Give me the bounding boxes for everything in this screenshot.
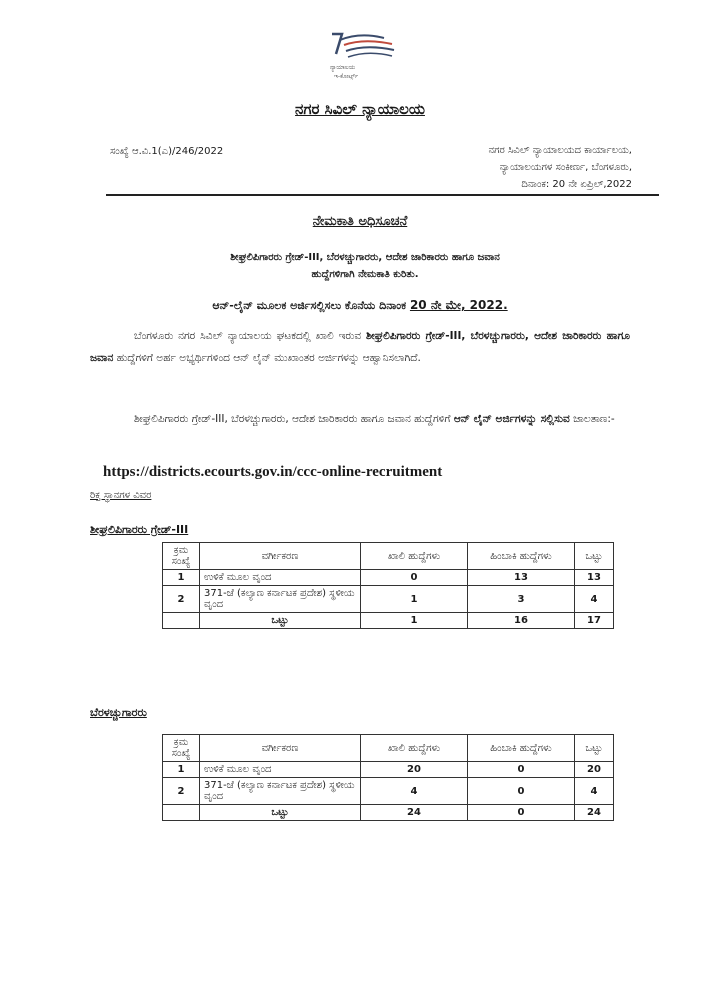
cell-total: 4 (575, 778, 614, 805)
cell-total-vacant: 1 (361, 613, 468, 629)
table-header-row (163, 735, 614, 762)
para-text: ಬೆಂಗಳೂರು ನಗರ ಸಿವಿಲ್ ನ್ಯಾಯಾಲಯ ಘಟಕದಲ್ಲಿ ಖಾಲಿ ಇರುವ (134, 330, 362, 342)
office-address (489, 142, 632, 193)
cell-category: 371-ಜೆ (ಕಲ್ಯಾಣ ಕರ್ನಾಟಕ ಪ್ರದೇಶ) ಸ್ಥಳೀಯ ವೃಂದ (200, 586, 361, 613)
cell-grand-total: 24 (575, 805, 614, 821)
cell-total-label: ಒಟ್ಟು (200, 805, 361, 821)
deadline-text: ಆನ್-ಲೈನ್ ಮೂಲಕ ಅರ್ಜಿಸಲ್ಲಿಸಲು ಕೊನೆಯ ದಿನಾಂಕ (212, 299, 407, 312)
emblem-icon (326, 30, 398, 64)
table-row (163, 586, 614, 613)
notification-title: ನೇಮಕಾತಿ ಅಧಿಸೂಚನೆ (312, 214, 408, 229)
cell-total-label: ಒಟ್ಟು (200, 613, 361, 629)
col-header-backlog: ಹಿಂಬಾಕಿ ಹುದ್ದೆಗಳು (468, 735, 575, 762)
table-total-row (163, 613, 614, 629)
deadline-date: 20 ನೇ ಮೇ, 2022. (409, 298, 508, 312)
col-header-sl: ಕ್ರಮ ಸಂಖ್ಯೆ (163, 543, 200, 570)
cell-sl: 1 (163, 570, 200, 586)
col-header-vacant: ಖಾಲಿ ಹುದ್ದೆಗಳು (361, 735, 468, 762)
cell-backlog: 0 (468, 762, 575, 778)
cell-total: 4 (575, 586, 614, 613)
cell-sl: 2 (163, 778, 200, 805)
section-title-stenographer: ಶೀಘ್ರಲಿಪಿಗಾರರು ಗ್ರೇಡ್-III (90, 523, 189, 536)
cell-backlog: 0 (468, 778, 575, 805)
table-header-row (163, 543, 614, 570)
cell-total: 13 (575, 570, 614, 586)
col-header-total: ಒಟ್ಟು (575, 735, 614, 762)
para-text: ಹುದ್ದೆಗಳಿಗೆ ಅರ್ಹ ಅಭ್ಯರ್ಥಿಗಳಿಂದ ಆನ್ ಲೈನ್ ಮುಖಾಂತರ ಅರ್ಜಿಗಳನ್ನು ಆಹ್ವಾನಿಸಲಾಗಿದೆ. (116, 352, 421, 364)
emblem-text: ಇ-ಕೋರ್ಟ್ಸ್ (334, 73, 359, 80)
deadline (0, 298, 720, 313)
address-line: ನ್ಯಾಯಾಲಯಗಳ ಸಂಕೀರ್ಣ, ಬೆಂಗಳೂರು, (499, 162, 632, 173)
address-date: ದಿನಾಂಕ: 20 ನೇ ಏಪ್ರಿಲ್,2022 (521, 179, 632, 190)
cell-total-backlog: 0 (468, 805, 575, 821)
cell-vacant: 0 (361, 570, 468, 586)
para-bold: ಆನ್ ಲೈನ್ ಅರ್ಜಿಗಳನ್ನು ಸಲ್ಲಿಸುವ (453, 413, 570, 425)
cell-total: 20 (575, 762, 614, 778)
cell-grand-total: 17 (575, 613, 614, 629)
cell-sl: 1 (163, 762, 200, 778)
subject-line: ಹುದ್ದೆಗಳಿಗಾಗಿ ನೇಮಕಾತಿ ಕುರಿತು. (311, 269, 419, 280)
cell-vacant: 1 (361, 586, 468, 613)
subject-line: ಶೀಘ್ರಲಿಪಿಗಾರರು ಗ್ರೇಡ್-III, ಬೆರಳಚ್ಚುಗಾರರು, ಆದೇಶ ಜಾರಿಕಾರರು ಹಾಗೂ ಜವಾನ (230, 252, 500, 263)
vacancy-details-heading: ರಿಕ್ತ ಸ್ಥಾನಗಳ ವಿವರ (90, 490, 152, 501)
col-header-sl: ಕ್ರಮ ಸಂಖ್ಯೆ (163, 735, 200, 762)
court-title: ನಗರ ಸಿವಿಲ್ ನ್ಯಾಯಾಲಯ (295, 100, 425, 118)
col-header-total: ಒಟ್ಟು (575, 543, 614, 570)
paragraph-intro (90, 325, 630, 369)
court-emblem (326, 30, 398, 84)
reference-number: ಸಂಖ್ಯೆ ಆ.ವಿ.1(ಎ)/246/2022 (110, 146, 224, 157)
vacancy-table-stenographer (162, 542, 614, 629)
cell-vacant: 20 (361, 762, 468, 778)
cell-category: ಉಳಿಕೆ ಮೂಲ ವೃಂದ (200, 762, 361, 778)
para-text: ಶೀಘ್ರಲಿಪಿಗಾರರು ಗ್ರೇಡ್-III, ಬೆರಳಚ್ಚುಗಾರರು, ಆದೇಶ ಜಾರಿಕಾರರು ಹಾಗೂ ಜವಾನ ಹುದ್ದೆಗಳಿಗೆ (134, 413, 451, 425)
table-row (163, 762, 614, 778)
col-header-category: ವರ್ಗೀಕರಣ (200, 735, 361, 762)
cell-backlog: 13 (468, 570, 575, 586)
para-text: ಜಾಲತಾಣ:- (573, 413, 615, 425)
cell-category: 371-ಜೆ (ಕಲ್ಯಾಣ ಕರ್ನಾಟಕ ಪ್ರದೇಶ) ಸ್ಥಳೀಯ ವೃಂದ (200, 778, 361, 805)
paragraph-apply (90, 408, 630, 430)
address-line: ನಗರ ಸಿವಿಲ್ ನ್ಯಾಯಾಲಯದ ಕಾರ್ಯಾಲಯ, (488, 145, 632, 156)
cell-sl-empty (163, 805, 200, 821)
col-header-category: ವರ್ಗೀಕರಣ (200, 543, 361, 570)
cell-sl-empty (163, 613, 200, 629)
table-row (163, 570, 614, 586)
emblem-text: ನ್ಯಾಯಾಲಯ (330, 64, 356, 71)
cell-sl: 2 (163, 586, 200, 613)
col-header-vacant: ಖಾಲಿ ಹುದ್ದೆಗಳು (361, 543, 468, 570)
section-title-typist: ಬೆರಳಚ್ಚುಗಾರರು (90, 706, 147, 719)
table-total-row (163, 805, 614, 821)
cell-category: ಉಳಿಕೆ ಮೂಲ ವೃಂದ (200, 570, 361, 586)
cell-backlog: 3 (468, 586, 575, 613)
vacancy-table-typist (162, 734, 614, 821)
cell-total-vacant: 24 (361, 805, 468, 821)
recruitment-url[interactable]: https://districts.ecourts.gov.in/ccc-online-recruitment (103, 464, 443, 480)
para-bold: ಶೀಘ್ರಲಿಪಿಗಾರರು ಗ್ರೇಡ್-III, ಬೆರಳಚ್ಚುಗಾರರು, ಆದೇಶ ಜಾರಿಕಾರರು ಹಾಗೂ ಜವಾನ (90, 330, 631, 364)
table-row (163, 778, 614, 805)
cell-vacant: 4 (361, 778, 468, 805)
cell-total-backlog: 16 (468, 613, 575, 629)
col-header-backlog: ಹಿಂಬಾಕಿ ಹುದ್ದೆಗಳು (468, 543, 575, 570)
divider (106, 194, 659, 196)
notification-subject (150, 249, 580, 283)
